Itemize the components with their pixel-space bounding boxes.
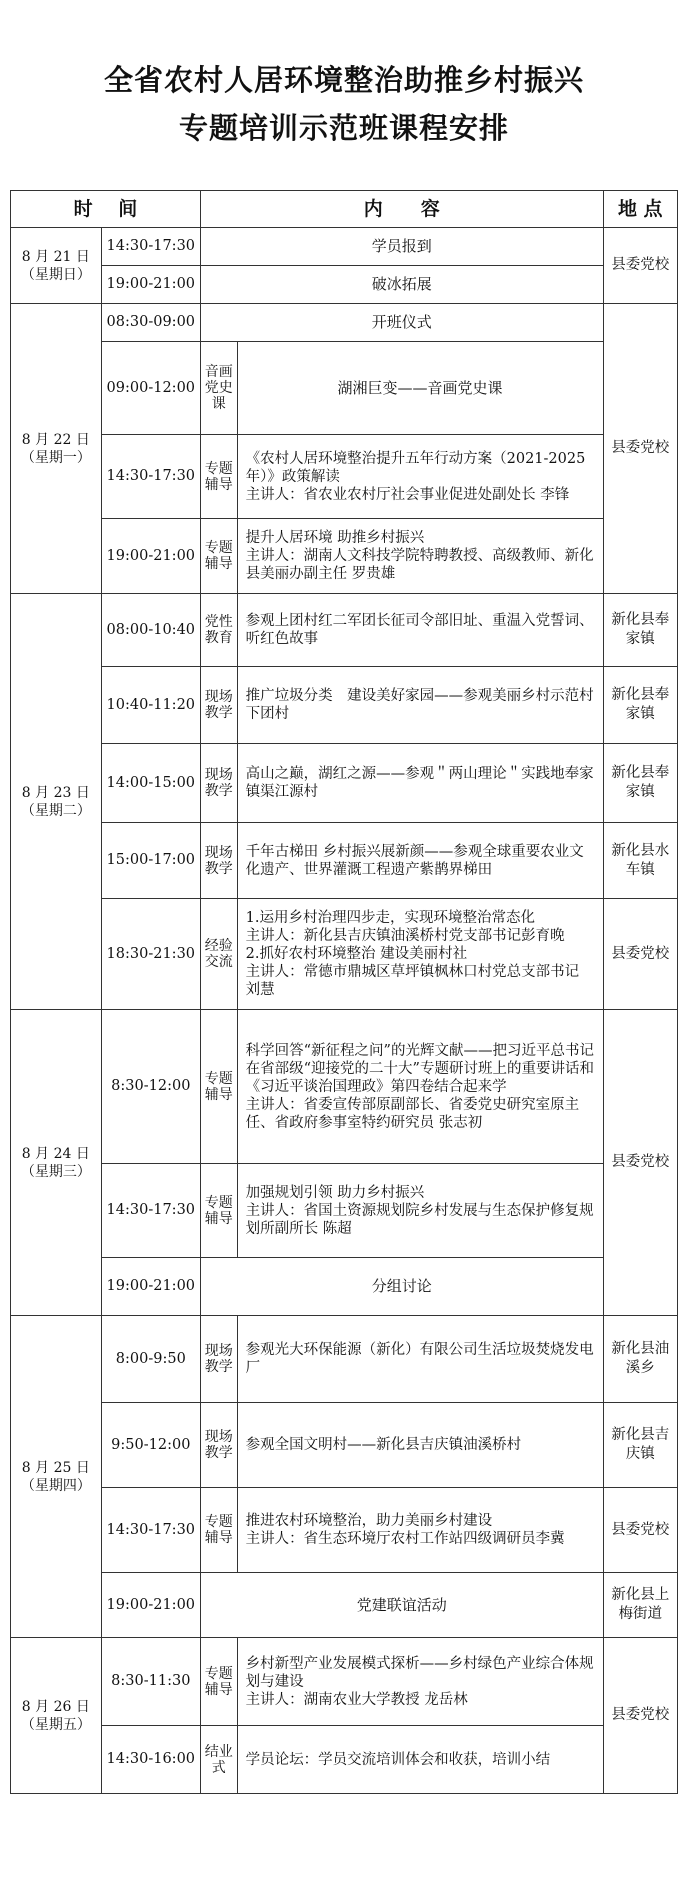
- table-row: [11, 1573, 678, 1638]
- content-cell: 学员论坛：学员交流培训体会和收获，培训小结: [237, 1726, 603, 1794]
- category-cell: 结业式: [200, 1726, 237, 1794]
- table-row: [11, 744, 678, 823]
- location-cell: 新化县上梅街道: [603, 1573, 678, 1638]
- time-cell: 8:00-9:50: [101, 1316, 200, 1403]
- location-cell: 县委党校: [603, 899, 678, 1010]
- content-cell: 开班仪式: [200, 304, 603, 342]
- content-cell: 参观上团村红二军团长征司令部旧址、重温入党誓词、听红色故事: [237, 594, 603, 667]
- table-row: [11, 823, 678, 899]
- time-cell: 14:30-17:30: [101, 1164, 200, 1258]
- content-cell: 提升人居环境 助推乡村振兴 主讲人：湖南人文科技学院特聘教授、高级教师、新化县美丽办副主任 罗贵雄: [237, 519, 603, 594]
- header-content: 内 容: [200, 191, 603, 228]
- category-cell: 现场教学: [200, 744, 237, 823]
- location-cell: 新化县奉家镇: [603, 744, 678, 823]
- table-row: [11, 266, 678, 304]
- category-cell: 现场教学: [200, 667, 237, 744]
- location-cell: 新化县油溪乡: [603, 1316, 678, 1403]
- table-row: [11, 667, 678, 744]
- table-row: [11, 1010, 678, 1164]
- category-cell: 现场教学: [200, 1316, 237, 1403]
- table-row: [11, 1726, 678, 1794]
- content-cell: 参观全国文明村——新化县吉庆镇油溪桥村: [237, 1403, 603, 1488]
- location-cell: 新化县奉家镇: [603, 667, 678, 744]
- date-cell: 8 月 24 日 （星期三）: [11, 1010, 102, 1316]
- category-cell: 专题辅导: [200, 435, 237, 519]
- content-cell: 推广垃圾分类 建设美好家园——参观美丽乡村示范村下团村: [237, 667, 603, 744]
- category-cell: 经验交流: [200, 899, 237, 1010]
- category-cell: 现场教学: [200, 1403, 237, 1488]
- category-cell: 党性教育: [200, 594, 237, 667]
- content-cell: 党建联谊活动: [200, 1573, 603, 1638]
- time-cell: 14:30-17:30: [101, 228, 200, 266]
- location-cell: 新化县水车镇: [603, 823, 678, 899]
- date-cell: 8 月 25 日 （星期四）: [11, 1316, 102, 1638]
- time-cell: 8:30-12:00: [101, 1010, 200, 1164]
- document-subtitle: 专题培训示范班课程安排: [178, 111, 509, 145]
- content-cell: 1.运用乡村治理四步走，实现环境整治常态化 主讲人：新化县吉庆镇油溪桥村党支部书记彭育晚 2.抓好农村环境整治 建设美丽村社 主讲人：常德市鼎城区草坪镇枫林口村党总支部书记 刘慧: [237, 899, 603, 1010]
- table-row: [11, 1316, 678, 1403]
- content-cell: 分组讨论: [200, 1258, 603, 1316]
- table-row: [11, 1403, 678, 1488]
- table-row: [11, 594, 678, 667]
- date-cell: 8 月 23 日 （星期二）: [11, 594, 102, 1010]
- location-cell: 县委党校: [603, 228, 678, 304]
- time-cell: 09:00-12:00: [101, 342, 200, 435]
- location-cell: 县委党校: [603, 1488, 678, 1573]
- category-cell: 专题辅导: [200, 1638, 237, 1726]
- content-cell: 高山之巅，湖红之源——参观＂两山理论＂实践地奉家镇渠江源村: [237, 744, 603, 823]
- location-cell: 县委党校: [603, 1010, 678, 1316]
- table-row: [11, 228, 678, 266]
- content-cell: 推进农村环境整治，助力美丽乡村建设 主讲人：省生态环境厅农村工作站四级调研员李冀: [237, 1488, 603, 1573]
- time-cell: 14:30-17:30: [101, 435, 200, 519]
- table-row: [11, 1488, 678, 1573]
- content-cell: 参观光大环保能源（新化）有限公司生活垃圾焚烧发电厂: [237, 1316, 603, 1403]
- schedule-table: [10, 190, 678, 1794]
- category-cell: 现场教学: [200, 823, 237, 899]
- table-row: [11, 519, 678, 594]
- category-cell: 专题辅导: [200, 1164, 237, 1258]
- content-cell: 科学回答“新征程之问”的光辉文献——把习近平总书记在省部级“迎接党的二十大”专题研讨班上的重要讲话和《习近平谈治国理政》第四卷结合起来学 主讲人：省委宣传部原副部长、省委党史研究室原主任、省政府参事室特约研究员 张志初: [237, 1010, 603, 1164]
- location-cell: 新化县吉庆镇: [603, 1403, 678, 1488]
- content-cell: 《农村人居环境整治提升五年行动方案（2021-2025 年）》政策解读 主讲人：省农业农村厅社会事业促进处副处长 李锋: [237, 435, 603, 519]
- time-cell: 14:30-16:00: [101, 1726, 200, 1794]
- content-cell: 湖湘巨变——音画党史课: [237, 342, 603, 435]
- time-cell: 18:30-21:30: [101, 899, 200, 1010]
- category-cell: 音画党史课: [200, 342, 237, 435]
- header-location: 地 点: [603, 191, 678, 228]
- category-cell: 专题辅导: [200, 519, 237, 594]
- table-row: [11, 1638, 678, 1726]
- document-title: 全省农村人居环境整治助推乡村振兴: [103, 63, 584, 97]
- location-cell: 新化县奉家镇: [603, 594, 678, 667]
- table-row: [11, 1164, 678, 1258]
- time-cell: 14:30-17:30: [101, 1488, 200, 1573]
- date-cell: 8 月 26 日 （星期五）: [11, 1638, 102, 1794]
- category-cell: 专题辅导: [200, 1488, 237, 1573]
- content-cell: 千年古梯田 乡村振兴展新颜——参观全球重要农业文化遗产、世界灌溉工程遗产紫鹊界梯田: [237, 823, 603, 899]
- time-cell: 19:00-21:00: [101, 519, 200, 594]
- date-cell: 8 月 22 日 （星期一）: [11, 304, 102, 594]
- location-cell: 县委党校: [603, 1638, 678, 1794]
- header-time: 时 间: [11, 191, 201, 228]
- table-header-row: [11, 191, 678, 228]
- time-cell: 08:30-09:00: [101, 304, 200, 342]
- content-cell: 加强规划引领 助力乡村振兴 主讲人：省国土资源规划院乡村发展与生态保护修复规划所副所长 陈超: [237, 1164, 603, 1258]
- time-cell: 15:00-17:00: [101, 823, 200, 899]
- time-cell: 14:00-15:00: [101, 744, 200, 823]
- table-row: [11, 1258, 678, 1316]
- location-cell: 县委党校: [603, 304, 678, 594]
- time-cell: 10:40-11:20: [101, 667, 200, 744]
- date-cell: 8 月 21 日 （星期日）: [11, 228, 102, 304]
- table-row: [11, 435, 678, 519]
- category-cell: 专题辅导: [200, 1010, 237, 1164]
- content-cell: 学员报到: [200, 228, 603, 266]
- content-cell: 乡村新型产业发展模式探析——乡村绿色产业综合体规划与建设 主讲人：湖南农业大学教授 龙岳林: [237, 1638, 603, 1726]
- time-cell: 19:00-21:00: [101, 1573, 200, 1638]
- time-cell: 19:00-21:00: [101, 266, 200, 304]
- time-cell: 08:00-10:40: [101, 594, 200, 667]
- table-row: [11, 899, 678, 1010]
- time-cell: 8:30-11:30: [101, 1638, 200, 1726]
- time-cell: 9:50-12:00: [101, 1403, 200, 1488]
- time-cell: 19:00-21:00: [101, 1258, 200, 1316]
- content-cell: 破冰拓展: [200, 266, 603, 304]
- table-row: [11, 342, 678, 435]
- table-row: [11, 304, 678, 342]
